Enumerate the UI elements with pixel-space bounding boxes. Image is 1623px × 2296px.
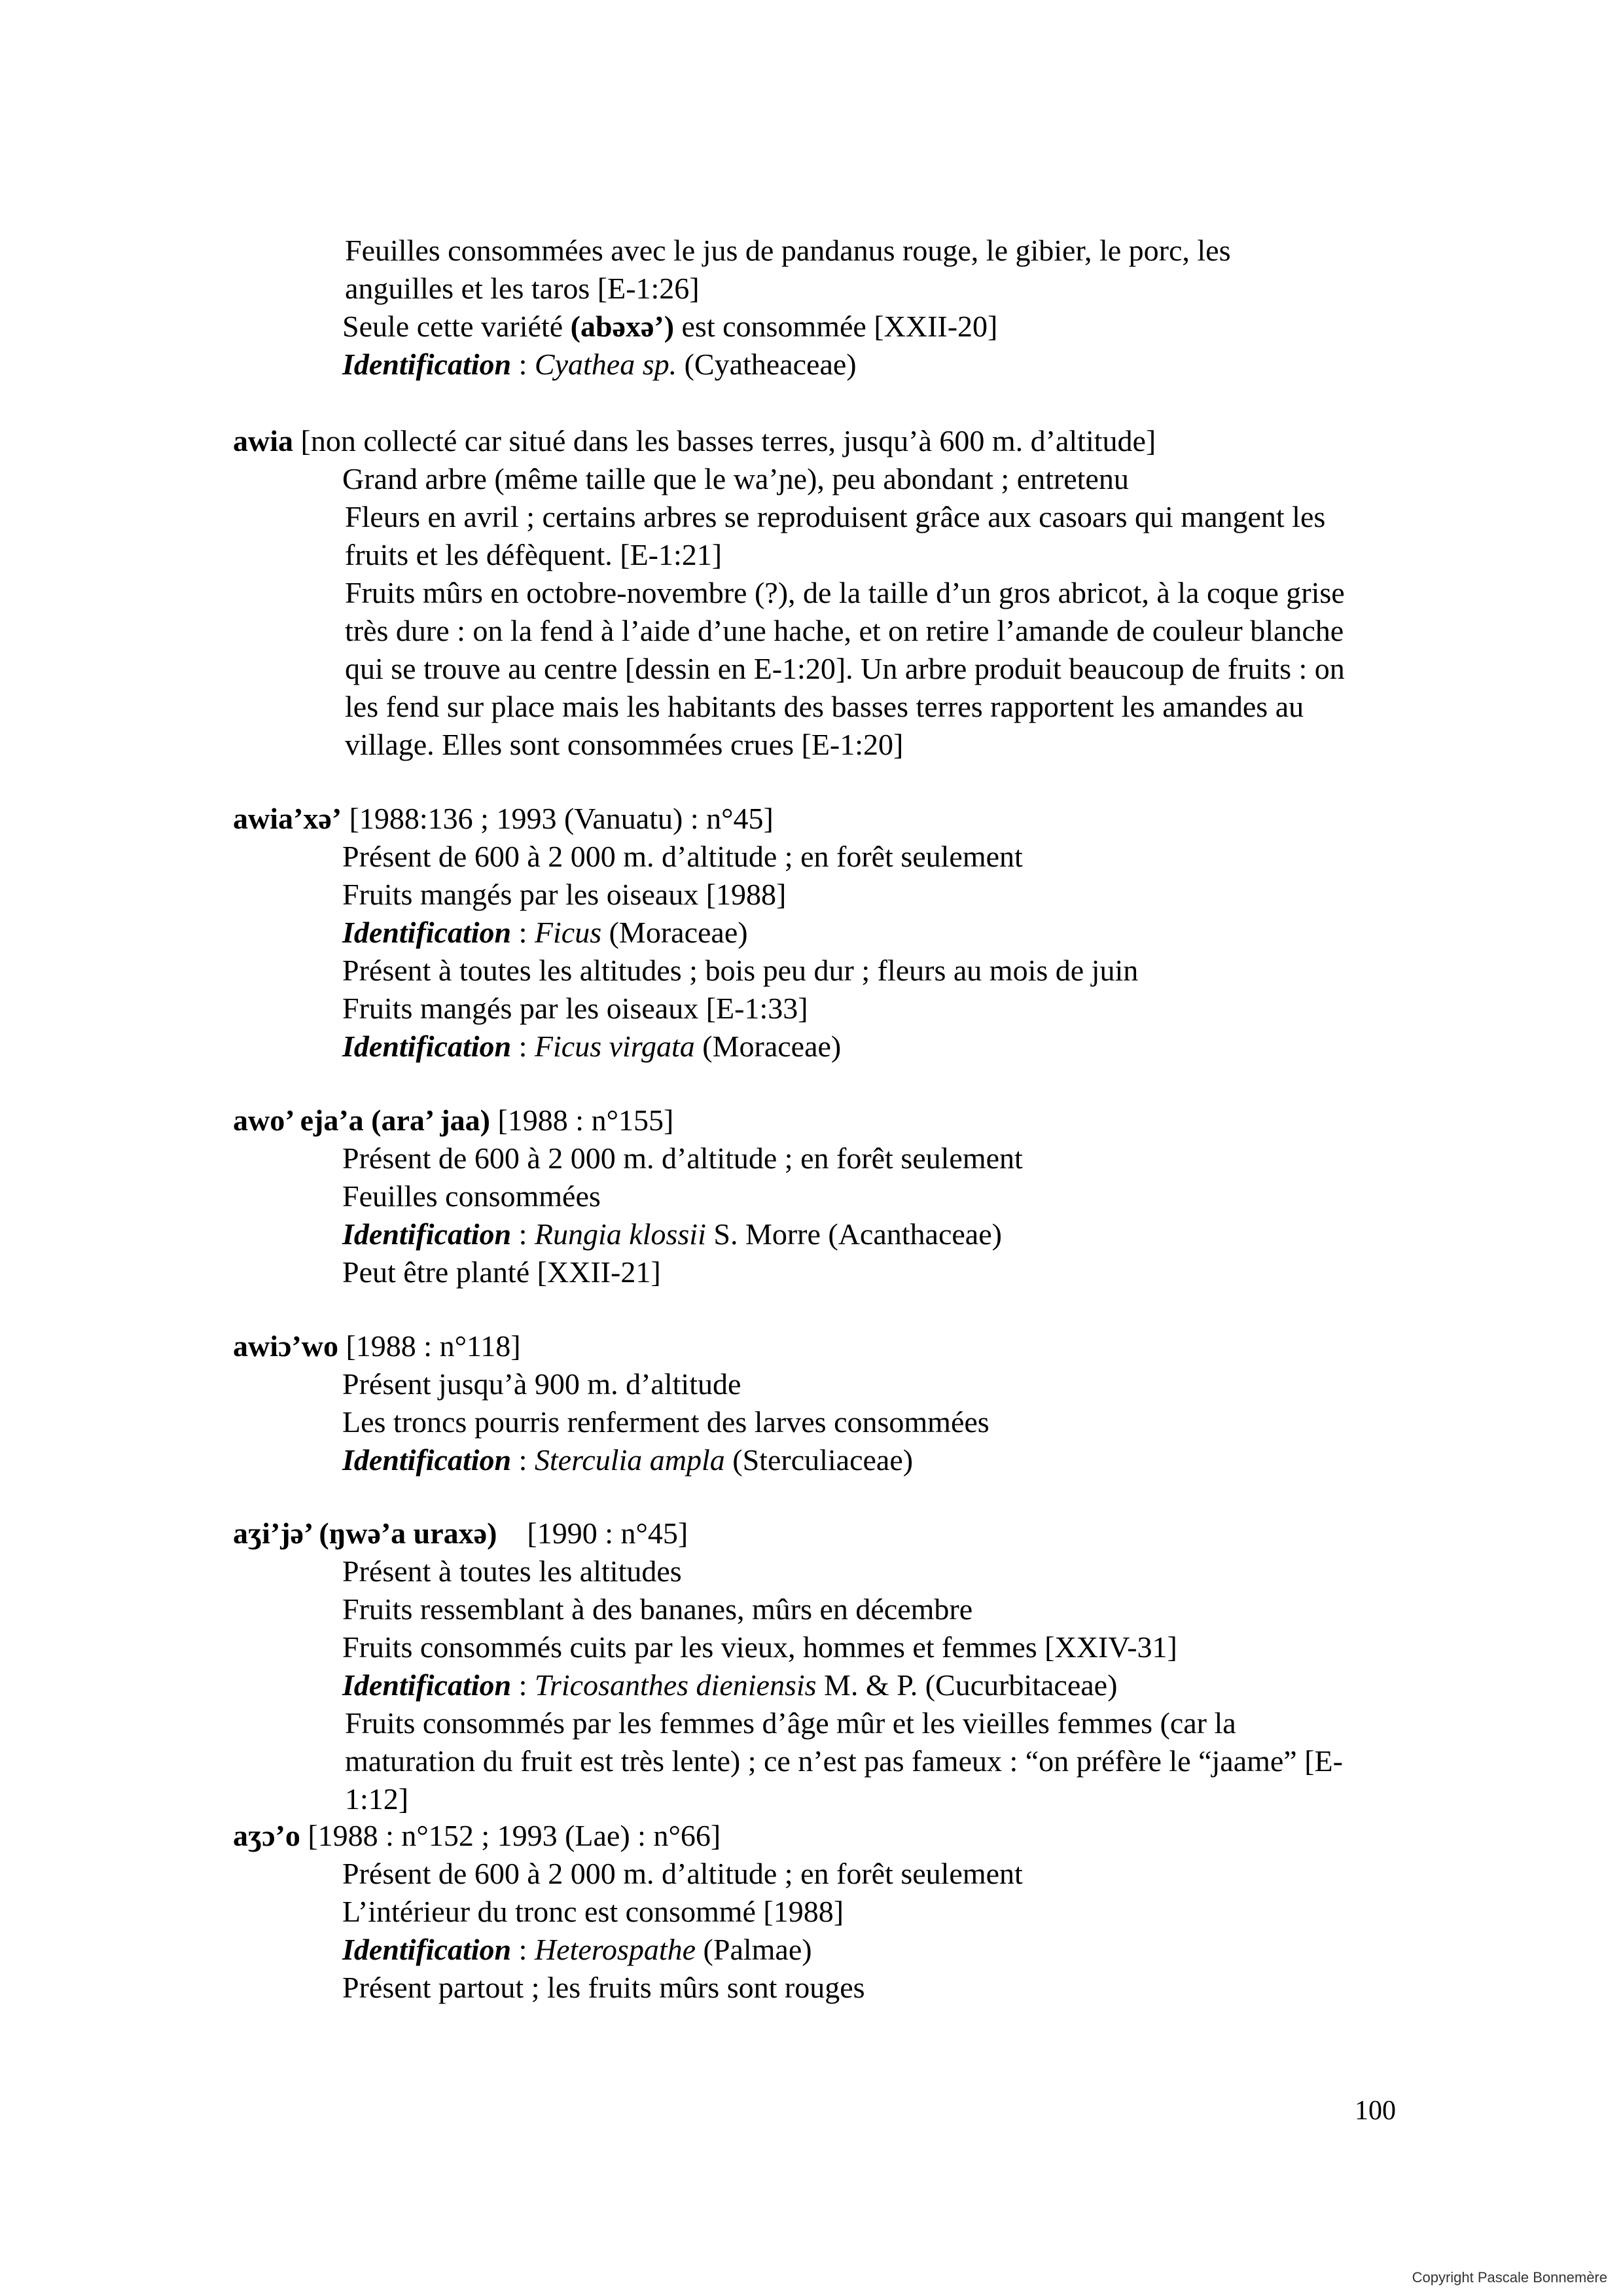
continuation-block <box>342 232 1416 384</box>
entry-body <box>342 1365 1424 1479</box>
entry-line: Peut être planté [XXII-21] <box>342 1255 661 1289</box>
entry-line: Présent partout ; les fruits mûrs sont rouges <box>342 1971 865 2004</box>
entry-body <box>342 1552 1424 1818</box>
entry-line: Fruits mangés par les oiseaux [E-1:33] <box>342 992 808 1025</box>
entry-header <box>233 1102 1424 1139</box>
entry-awia <box>233 422 1424 764</box>
headword: awiɔ’wo <box>233 1329 338 1363</box>
entry-line: Présent à toutes les altitudes ; bois peu dur ; fleurs au mois de juin <box>342 954 1139 987</box>
entry-line: Fruits consommés par les femmes d’âge mûr et les vieilles femmes (car la maturation du fruit est très lente) ; ce n’est pas fameux : “on préfère le “jaame” [E-1:12] <box>345 1706 1343 1816</box>
entry-line: Feuilles consommées <box>342 1179 601 1213</box>
entry-line: Grand arbre (même taille que le wa’ɲe), peu abondant ; entretenu <box>342 462 1129 495</box>
copyright-notice: Copyright Pascale Bonnemère <box>1412 2269 1607 2286</box>
identification-line: Identification : Sterculia ampla (Sterculiaceae) <box>342 1443 914 1477</box>
entry-line: Fruits mûrs en octobre-novembre (?), de la taille d’un gros abricot, à la coque grise très dure : on la fend à l’aide d’une hache, et on retire l’amande de couleur blanche qui se trouve au centre [dessin en E-1:20]. Un arbre produit beaucoup de fruits : on les fend sur place mais les habitants des basses terres rapportent les amandes au village. Elles sont consommées crues [E-1:20] <box>345 576 1345 761</box>
headword: aʒi’jə’ (ŋwə’a uraxə) <box>233 1516 497 1550</box>
entry-header <box>233 1515 1424 1552</box>
entry-line: Fruits consommés cuits par les vieux, hommes et femmes [XXIV-31] <box>342 1630 1177 1664</box>
entry-awo-ejaa <box>233 1102 1424 1291</box>
entry-reference: [1988 : n°155] <box>490 1103 674 1137</box>
entry-header <box>233 422 1424 460</box>
entry-body <box>342 460 1424 764</box>
entry-body <box>342 1855 1424 2007</box>
entry-header <box>233 1817 1424 1855</box>
entry-reference: [1988 : n°152 ; 1993 (Lae) : n°66] <box>300 1819 721 1852</box>
entry-line: Les troncs pourris renferment des larves consommées <box>342 1405 990 1439</box>
entry-header <box>233 800 1424 838</box>
entry-line: Présent de 600 à 2 000 m. d’altitude ; en forêt seulement <box>342 840 1023 873</box>
headword: awia’xə’ <box>233 802 342 835</box>
entry-line: Présent à toutes les altitudes <box>342 1554 682 1588</box>
entry-awiaxe <box>233 800 1424 1066</box>
entry-line: Présent de 600 à 2 000 m. d’altitude ; en forêt seulement <box>342 1857 1023 1890</box>
entry-line: Fruits ressemblant à des bananes, mûrs en décembre <box>342 1592 973 1626</box>
headword: aʒɔ’o <box>233 1819 300 1852</box>
entry-reference: [1988:136 ; 1993 (Vanuatu) : n°45] <box>342 802 774 835</box>
identification-line: Identification : Ficus (Moraceae) <box>342 916 748 949</box>
identification-line: Identification : Rungia klossii S. Morre (Acanthaceae) <box>342 1217 1002 1251</box>
entry-awiowo <box>233 1327 1424 1479</box>
identification-line: Identification : Cyathea sp. (Cyatheaceae) <box>342 348 857 381</box>
entry-line: Fruits mangés par les oiseaux [1988] <box>342 878 787 911</box>
entry-reference: [1990 : n°45] <box>497 1516 688 1550</box>
entry-line: L’intérieur du tronc est consommé [1988] <box>342 1895 844 1928</box>
entry-line: Fleurs en avril ; certains arbres se reproduisent grâce aux casoars qui mangent les fruits et les défèquent. [E-1:21] <box>345 500 1326 571</box>
headword: awo’ eja’a (ara’ jaa) <box>233 1103 490 1137</box>
headword: awia <box>233 424 293 457</box>
entry-header <box>233 1327 1424 1365</box>
entry-line: Présent jusqu’à 900 m. d’altitude <box>342 1367 741 1401</box>
page-number: 100 <box>1355 2096 1396 2126</box>
entry-line: Présent de 600 à 2 000 m. d’altitude ; en forêt seulement <box>342 1141 1023 1175</box>
entry-reference: [1988 : n°118] <box>338 1329 521 1363</box>
entry-reference: [non collecté car situé dans les basses terres, jusqu’à 600 m. d’altitude] <box>293 424 1156 457</box>
identification-line: Identification : Tricosanthes dieniensis M. & P. (Cucurbitaceae) <box>342 1668 1118 1702</box>
entry-azoo <box>233 1817 1424 2007</box>
entry-body <box>342 838 1424 1066</box>
continuation-line: Feuilles consommées avec le jus de pandanus rouge, le gibier, le porc, les anguilles et les taros [E-1:26] <box>345 234 1231 305</box>
entry-azije <box>233 1515 1424 1818</box>
continuation-line: Seule cette variété (abəxə’) est consommée [XXII-20] <box>342 310 998 343</box>
identification-line: Identification : Ficus virgata (Moraceae) <box>342 1030 842 1063</box>
entry-body <box>342 1139 1424 1291</box>
identification-line: Identification : Heterospathe (Palmae) <box>342 1933 812 1966</box>
